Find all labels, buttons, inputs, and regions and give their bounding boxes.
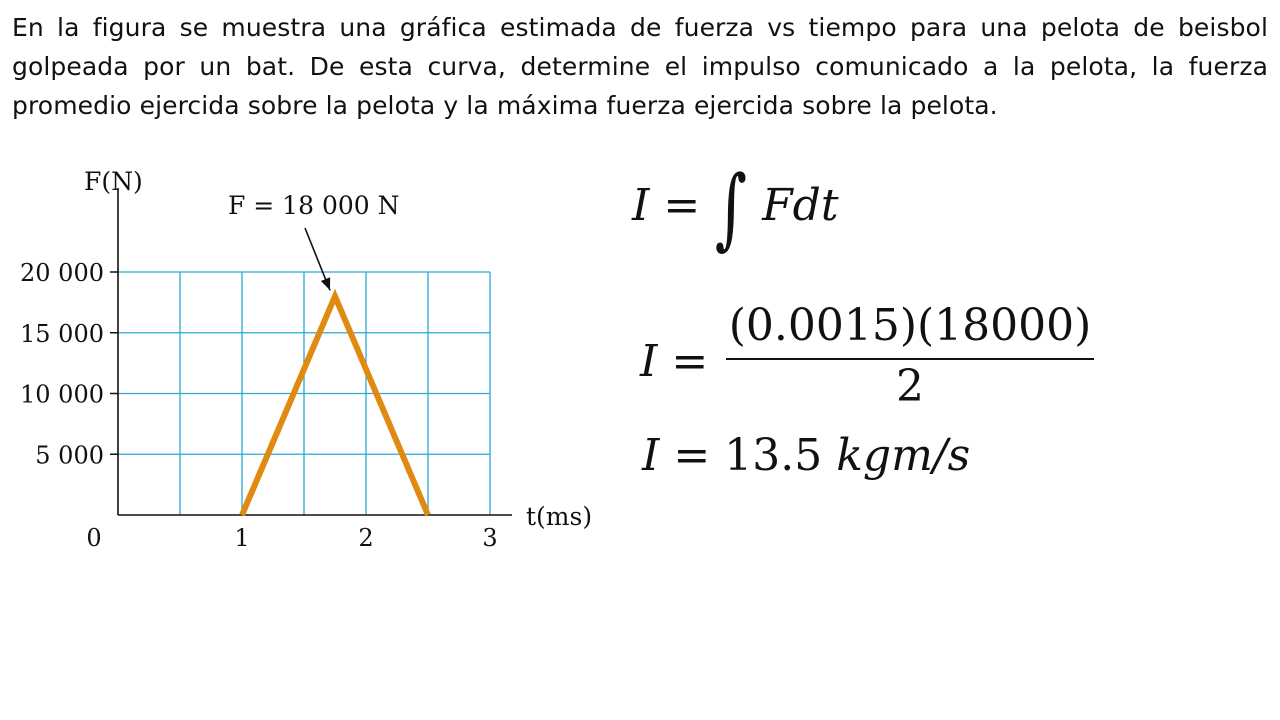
eq2-equals: = [671,336,709,387]
impulse-result-equation [642,430,970,481]
annotation-arrowhead [321,277,330,290]
x-axis-label: t(ms) [526,502,593,531]
problem-statement: En la figura se muestra una gráfica estimada de fuerza vs tiempo para una pelota de beisbol golpeada por un bat. De esta curva, determine el impulso comunicado a la pelota, la fuerza promedio ejercida sobre la pelota y la máxima fuerza ejercida sobre la pelota. [12,13,1268,120]
x-tick-label: 3 [482,524,498,552]
chart-series [242,296,428,515]
eq1-integrand: Fdt [762,180,839,231]
eq3-equals: = [673,430,711,481]
fraction-denominator: 2 [896,361,924,412]
fraction-numerator: (0.0015)(18000) [728,300,1092,351]
force-time-chart [0,150,620,570]
eq1-lhs: I [632,180,650,231]
y-tick-label: 15 000 [20,319,104,348]
eq3-value: 13.5 [724,430,823,481]
eq1-equals: = [663,180,701,231]
integral-sign: ∫ [715,156,748,259]
force-series-line [242,296,428,515]
fraction [726,300,1094,412]
y-axis-label: F(N) [84,167,143,196]
x-tick-label: 1 [234,524,250,552]
eq3-lhs: I [642,430,660,481]
y-tick-label: 5 000 [35,441,104,470]
eq3-units: kgm/s [836,430,971,481]
peak-annotation-label: F = 18 000 N [228,191,400,220]
chart-grid [118,272,490,515]
integral-equation [632,156,839,259]
y-tick-label: 20 000 [20,259,104,287]
y-tick-label: 10 000 [20,380,104,409]
eq2-lhs: I [640,336,658,387]
x-tick-label: 0 [86,524,102,552]
x-tick-label: 2 [358,524,374,552]
